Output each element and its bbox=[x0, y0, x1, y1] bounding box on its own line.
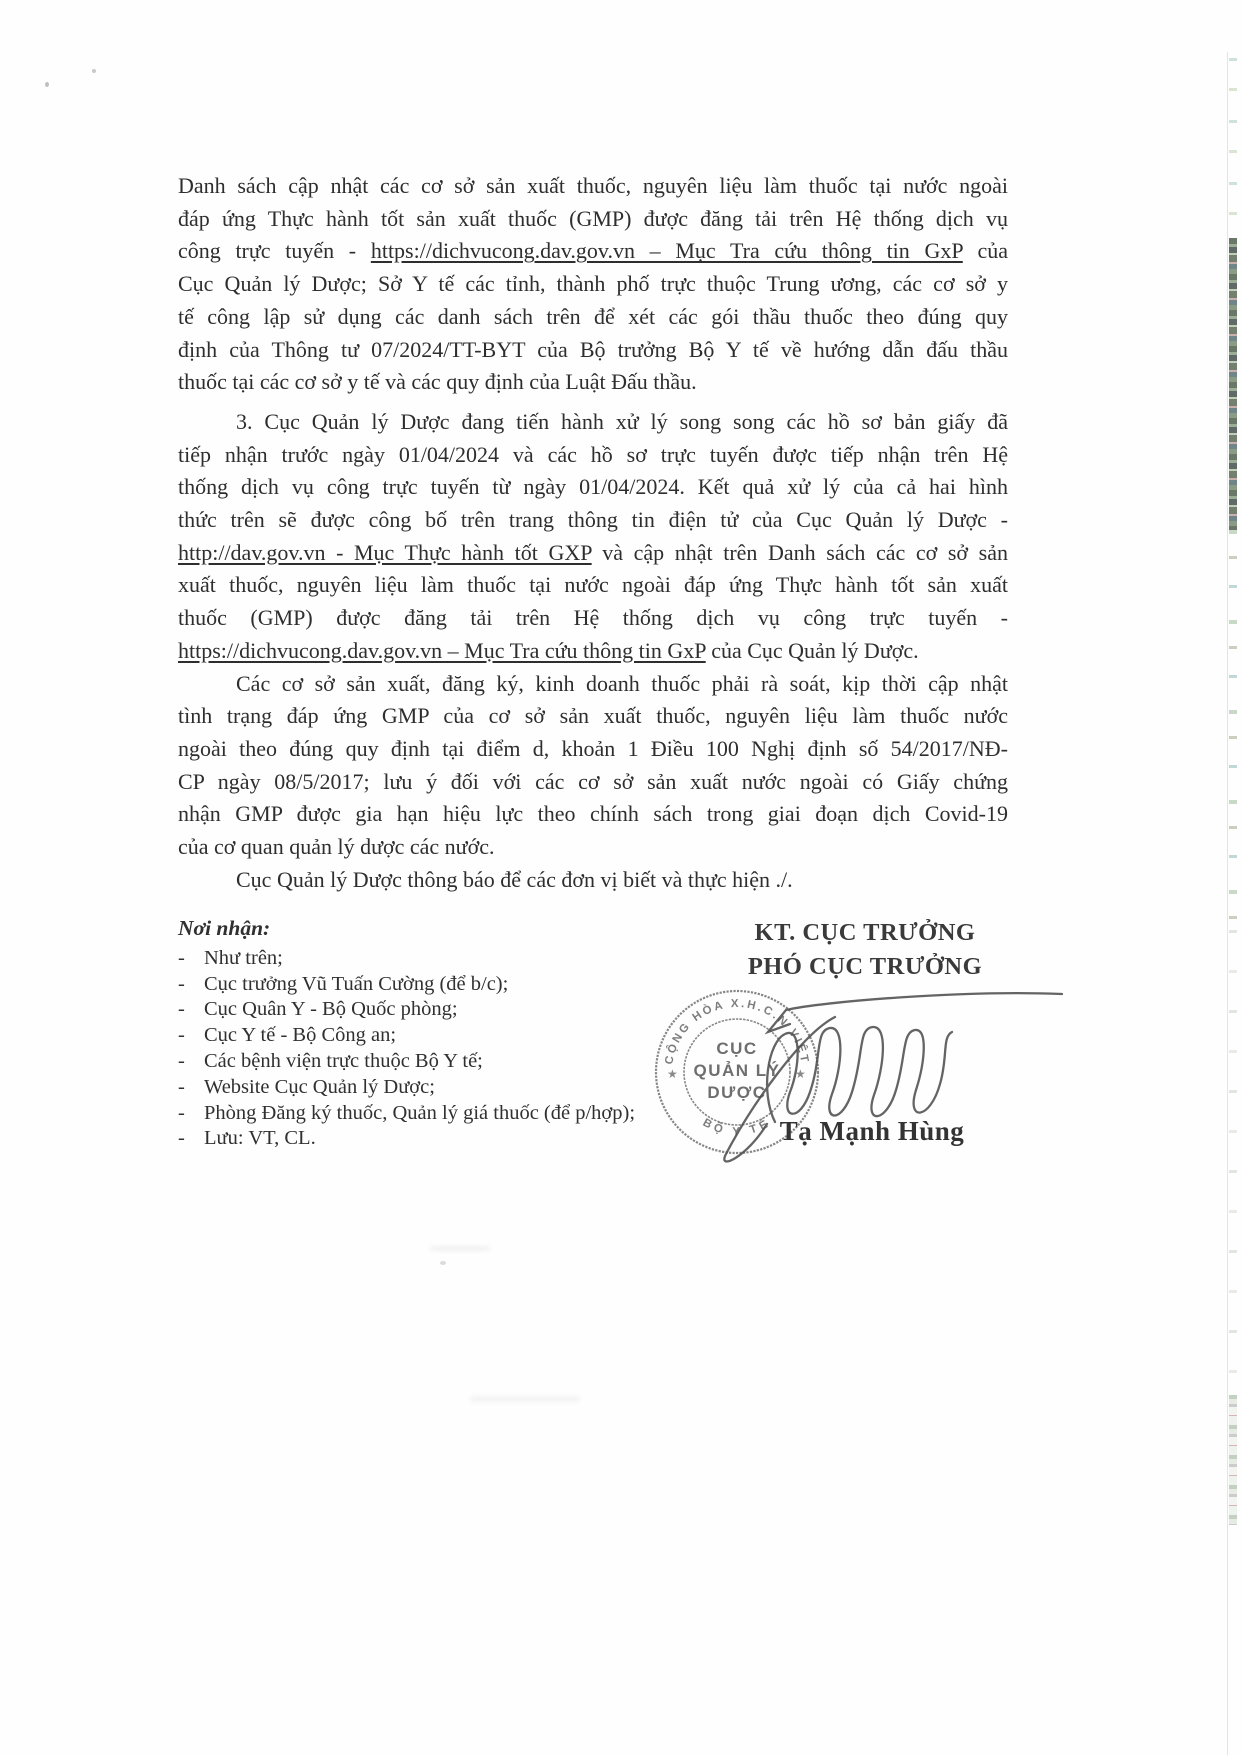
signer-name: Tạ Mạnh Hùng bbox=[779, 1116, 965, 1146]
recipient-item bbox=[178, 1126, 698, 1152]
recipient-item bbox=[178, 1101, 698, 1127]
body-text: của Cục Quản lý Dược. bbox=[705, 637, 919, 663]
body-text: tế công lập sử dụng các danh sách trên để xét các gói thầu thuốc theo đúng quy bbox=[178, 303, 1008, 329]
body-text: 3. Cục Quản lý Dược đang tiến hành xử lý song song các hồ sơ bản giấy đã bbox=[236, 408, 1008, 434]
text-line bbox=[178, 798, 1008, 831]
stamp-center-line1: CỤC bbox=[716, 1039, 758, 1058]
page-scan-edge-line bbox=[1227, 52, 1228, 1755]
recipient-text: Website Cục Quản lý Dược; bbox=[204, 1075, 435, 1098]
recipient-text: Lưu: VT, CL. bbox=[204, 1127, 316, 1150]
text-line bbox=[178, 334, 1008, 367]
text-line bbox=[178, 439, 1008, 472]
recipient-item bbox=[178, 946, 698, 972]
body-text: thuốc (GMP) được đăng tải trên Hệ thống dịch vụ công trực tuyến - bbox=[178, 605, 1008, 631]
recipients-block bbox=[178, 916, 698, 1152]
scan-artifact-strip bbox=[1229, 930, 1237, 1390]
recipients-list bbox=[178, 946, 698, 1152]
body-text: tiếp nhận trước ngày 01/04/2024 và các hồ sơ trực tuyến được tiếp nhận trên Hệ bbox=[178, 441, 1008, 467]
scan-smudge bbox=[430, 1246, 490, 1251]
list-dash: - bbox=[178, 1024, 185, 1047]
recipient-text: Cục trưởng Vũ Tuấn Cường (để b/c); bbox=[204, 972, 509, 995]
recipient-item bbox=[178, 972, 698, 998]
body-text: và cập nhật trên Danh sách các cơ sở sản bbox=[591, 539, 1008, 565]
stamp-center-line2: QUẢN LÝ bbox=[693, 1061, 781, 1080]
scan-artifact-strip bbox=[1229, 238, 1237, 530]
text-line bbox=[178, 406, 1008, 439]
text-line bbox=[178, 235, 1008, 268]
body-text: tình trạng đáp ứng GMP của cơ sở sản xuất thuốc, nguyên liệu làm thuốc nước bbox=[178, 703, 1008, 729]
body-text: định của Thông tư 07/2024/TT-BYT của Bộ trưởng Bộ Y tế về hướng dẫn đấu thầu bbox=[178, 336, 1008, 362]
body-text: thuốc tại các cơ sở y tế và các quy định của Luật Đấu thầu. bbox=[178, 369, 697, 395]
scan-artifact-strip bbox=[1229, 58, 1237, 238]
recipient-item bbox=[178, 1075, 698, 1101]
text-line bbox=[178, 864, 1008, 897]
body-text: nhận GMP được gia hạn hiệu lực theo chính sách trong giai đoạn dịch Covid-19 bbox=[178, 801, 1008, 827]
text-line bbox=[178, 668, 1008, 701]
stamp-bottom-text: BỘ Y TẾ bbox=[700, 1116, 774, 1139]
list-dash: - bbox=[178, 1101, 185, 1124]
text-line bbox=[178, 537, 1008, 570]
text-line bbox=[178, 700, 1008, 733]
body-text: của bbox=[962, 238, 1008, 264]
signer-title-line1: KT. CỤC TRƯỞNG bbox=[754, 919, 976, 946]
list-dash: - bbox=[178, 946, 185, 969]
stamp-center-line3: DƯỢC bbox=[707, 1083, 767, 1102]
list-dash: - bbox=[178, 972, 185, 995]
text-line bbox=[178, 471, 1008, 504]
underlined-link-text: https://dichvucong.dav.gov.vn – Mục Tra cứu thông tin GxP bbox=[370, 238, 963, 264]
body-text: Danh sách cập nhật các cơ sở sản xuất thuốc, nguyên liệu làm thuốc tại nước ngoài bbox=[178, 173, 1008, 198]
body-text: thức trên sẽ được công bố trên trang thông tin điện tử của Cục Quản lý Dược - bbox=[178, 507, 1008, 533]
recipient-text: Như trên; bbox=[204, 946, 283, 969]
list-dash: - bbox=[178, 1075, 185, 1098]
body-text: đáp ứng Thực hành tốt sản xuất thuốc (GMP) được đăng tải trên Hệ thống dịch vụ bbox=[178, 205, 1008, 231]
recipient-item bbox=[178, 997, 698, 1023]
stamp-top-text: CỘNG HÒA X.H.C.N VIỆT bbox=[663, 997, 811, 1066]
text-line bbox=[178, 504, 1008, 537]
text-line bbox=[178, 268, 1008, 301]
stamp-star-left: ★ bbox=[667, 1067, 678, 1081]
scan-speck bbox=[440, 1261, 446, 1265]
recipient-text: Cục Y tế - Bộ Công an; bbox=[204, 1024, 397, 1047]
list-dash: - bbox=[178, 1049, 185, 1072]
text-line bbox=[178, 602, 1008, 635]
signer-title-line2: PHÓ CỤC TRƯỞNG bbox=[747, 953, 983, 980]
body-text: xuất thuốc, nguyên liệu làm thuốc tại nước ngoài đáp ứng Thực hành tốt sản xuất bbox=[178, 572, 1008, 598]
list-dash: - bbox=[178, 1127, 185, 1150]
body-text: Cục Quản lý Dược thông báo để các đơn vị biết và thực hiện ./. bbox=[236, 866, 793, 892]
body-text: CP ngày 08/5/2017; lưu ý đối với các cơ sở sản xuất nước ngoài có Giấy chứng bbox=[178, 768, 1008, 794]
text-line bbox=[178, 203, 1008, 236]
list-dash: - bbox=[178, 998, 185, 1021]
text-line bbox=[178, 831, 1008, 864]
scan-smudge bbox=[470, 1396, 580, 1402]
body-text: ngoài theo đúng quy định tại điểm d, khoản 1 Điều 100 Nghị định số 54/2017/NĐ- bbox=[178, 735, 1008, 761]
scan-artifact-strip bbox=[1229, 1395, 1237, 1525]
scan-speck bbox=[92, 69, 96, 73]
document-body-text bbox=[178, 170, 1008, 896]
text-line bbox=[178, 301, 1008, 334]
recipients-heading: Nơi nhận: bbox=[178, 916, 271, 940]
text-line bbox=[178, 366, 1008, 399]
text-line bbox=[178, 766, 1008, 799]
text-line bbox=[178, 569, 1008, 602]
body-text: Cục Quản lý Dược; Sở Y tế các tỉnh, thành phố trực thuộc Trung ương, các cơ sở y bbox=[178, 271, 1008, 297]
stamp-star-right: ★ bbox=[795, 1067, 806, 1081]
recipient-item bbox=[178, 1049, 698, 1075]
text-line bbox=[178, 733, 1008, 766]
text-line bbox=[178, 170, 1008, 203]
underlined-link-text: http://dav.gov.vn - Mục Thực hành tốt GXP bbox=[178, 539, 592, 565]
body-text: của cơ quan quản lý dược các nước. bbox=[178, 834, 495, 860]
body-text: công trực tuyến - bbox=[178, 238, 371, 264]
recipient-item bbox=[178, 1023, 698, 1049]
recipient-text: Các bệnh viện trực thuộc Bộ Y tế; bbox=[204, 1049, 483, 1072]
body-text: thống dịch vụ công trực tuyến từ ngày 01/04/2024. Kết quả xử lý của cả hai hình bbox=[178, 474, 1008, 500]
recipient-text: Cục Quân Y - Bộ Quốc phòng; bbox=[204, 998, 458, 1021]
underlined-link-text: https://dichvucong.dav.gov.vn – Mục Tra cứu thông tin GxP bbox=[178, 637, 706, 663]
recipient-text: Phòng Đăng ký thuốc, Quản lý giá thuốc (để p/hợp); bbox=[204, 1101, 636, 1124]
text-line bbox=[178, 635, 1008, 668]
body-text: Các cơ sở sản xuất, đăng ký, kinh doanh thuốc phải rà soát, kịp thời cập nhật bbox=[236, 670, 1008, 696]
scan-artifact-strip bbox=[1229, 530, 1237, 930]
scan-speck bbox=[45, 82, 49, 87]
